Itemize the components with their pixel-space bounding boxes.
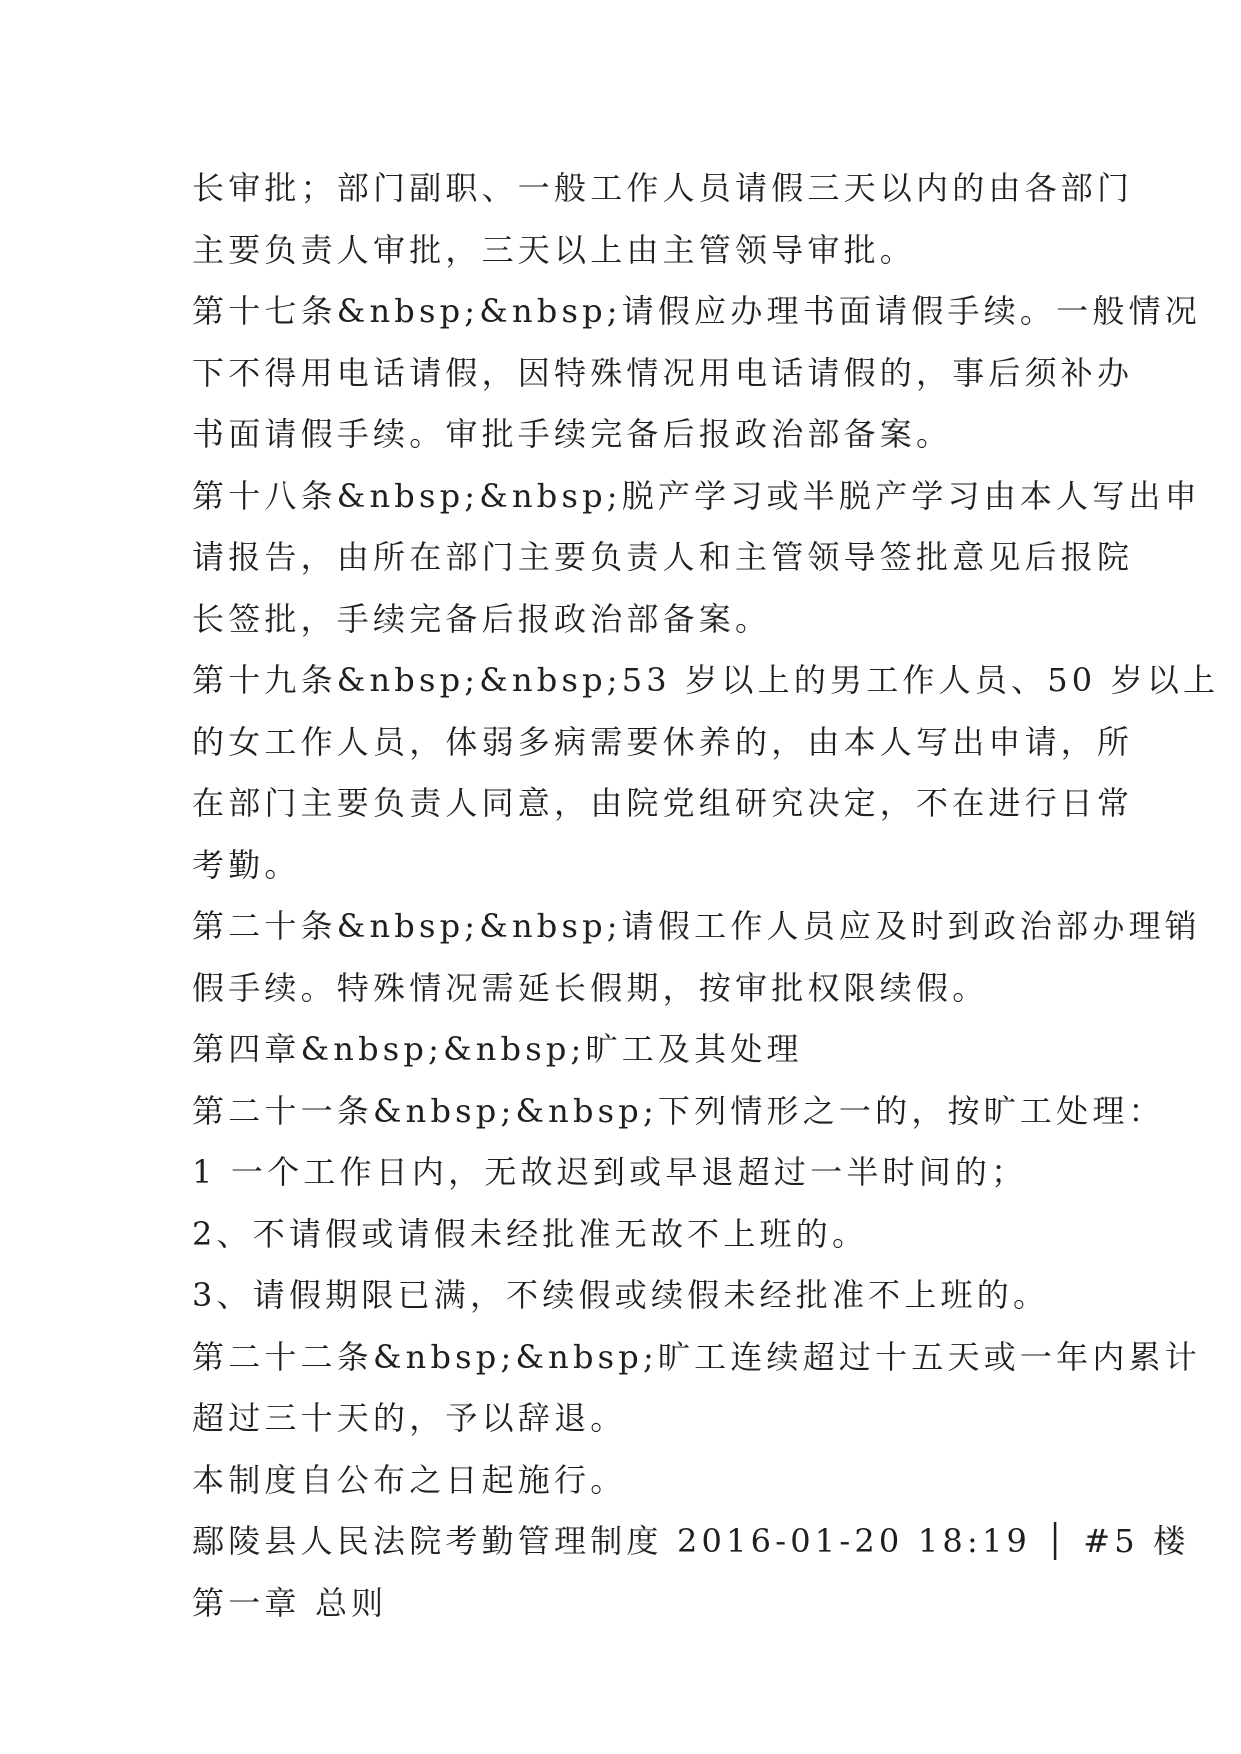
text-line: 请报告，由所在部门主要负责人和主管领导签批意见后报院: [192, 538, 1134, 576]
text-line: 第二十二条&nbsp;&nbsp;旷工连续超过十五天或一年内累计: [192, 1337, 1201, 1376]
text-line: 本制度自公布之日起施行。: [192, 1460, 627, 1499]
text-line: 超过三十天的，予以辞退。: [192, 1399, 627, 1437]
text-line: 主要负责人审批，三天以上由主管领导审批。: [192, 230, 917, 269]
chapter-heading: 第一章 总则: [192, 1583, 388, 1622]
list-item: 2、不请假或请假未经批准无故不上班的。: [192, 1214, 869, 1253]
chapter-heading: 第四章&nbsp;&nbsp;旷工及其处理: [192, 1030, 803, 1068]
text-line: 的女工作人员，体弱多病需要休养的，由本人写出申请，所: [192, 722, 1134, 761]
list-item: 1 一个工作日内，无故迟到或早退超过一半时间的；: [192, 1153, 1028, 1191]
text-line: 长签批，手续完备后报政治部备案。: [192, 599, 772, 638]
text-line: 在部门主要负责人同意，由院党组研究决定，不在进行日常: [192, 784, 1134, 822]
text-line: 第二十条&nbsp;&nbsp;请假工作人员应及时到政治部办理销: [192, 907, 1201, 945]
post-header: 鄢陵县人民法院考勤管理制度 2016-01-20 18:19 │ #5 楼: [192, 1522, 1190, 1560]
text-line: 第二十一条&nbsp;&nbsp;下列情形之一的，按旷工处理：: [192, 1091, 1165, 1130]
text-line: 考勤。: [192, 845, 301, 884]
text-line: 下不得用电话请假，因特殊情况用电话请假的，事后须补办: [192, 353, 1134, 392]
text-line: 第十九条&nbsp;&nbsp;53 岁以上的男工作人员、50 岁以上: [192, 661, 1220, 699]
text-line: 书面请假手续。审批手续完备后报政治部备案。: [192, 415, 953, 453]
list-item: 3、请假期限已满，不续假或续假未经批准不上班的。: [192, 1276, 1050, 1314]
document-body: [192, 158, 1220, 1634]
text-line: 长审批；部门副职、一般工作人员请假三天以内的由各部门: [192, 169, 1134, 207]
text-line: 第十七条&nbsp;&nbsp;请假应办理书面请假手续。一般情况: [192, 292, 1201, 330]
text-line: 假手续。特殊情况需延长假期，按审批权限续假。: [192, 968, 989, 1007]
text-line: 第十八条&nbsp;&nbsp;脱产学习或半脱产学习由本人写出申: [192, 476, 1201, 515]
